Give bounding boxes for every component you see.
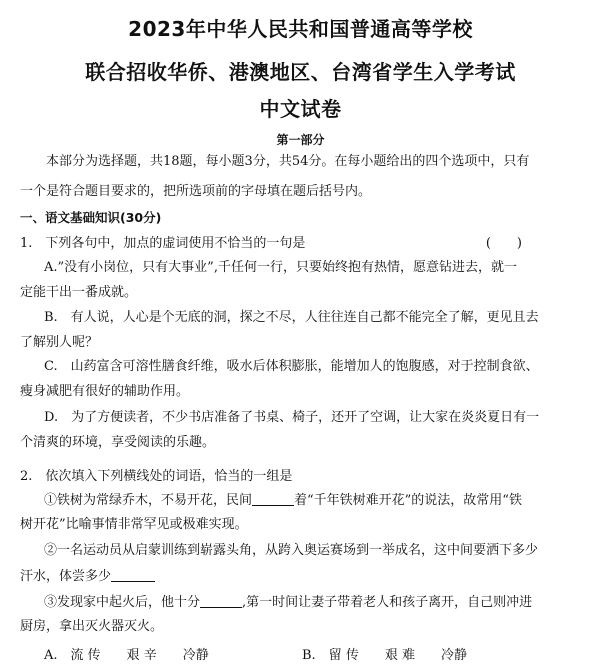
sentence-2-line-2 (20, 569, 155, 585)
fill-blank-3 (200, 595, 242, 608)
exam-title-line-2: 联合招收华侨、港澳地区、台湾省学生入学考试 (85, 60, 516, 84)
answer-option-b: B. 留 传 艰 难 冷静 (302, 648, 467, 663)
part-heading: 第一部分 (276, 133, 325, 147)
option-c-line-2: 瘦身减肥有很好的辅助作用。 (20, 384, 190, 399)
option-d-line-1: D. 为了方便读者，不少书店准备了书桌、椅子，还开了空调，让大家在炎炎夏日有一 (44, 410, 540, 425)
part-intro-line-1: 本部分为选择题，共18题，每小题3分，共54分。在每小题给出的四个选项中，只有 (46, 154, 530, 169)
exam-title-line-1: 2023年中华人民共和国普通高等学校 (128, 17, 473, 41)
fill-blank-1 (252, 493, 294, 506)
option-b-line-1: B. 有人说，人心是个无底的洞，探之不尽，人往往连自己都不能完全了解，更见且去 (44, 310, 539, 325)
option-b-line-2: 了解别人呢？ (20, 335, 99, 350)
option-a-line-1: A.”没有小岗位，只有大事业”,千任何一行，只要始终抱有热情，愿意钻进去，就一 (44, 260, 517, 275)
answer-option-a: A. 流 传 艰 辛 冷静 (44, 648, 209, 663)
sentence-3-part-a: ③发现家中起火后，他十分 (44, 595, 201, 610)
exam-title-line-3: 中文试卷 (259, 97, 342, 121)
option-c-line-1: C. 山药富含可溶性膳食纤维，吸水后体积膨胀，能增加人的饱腹感，对于控制食欲、 (44, 359, 539, 374)
sentence-1-part-a: ①铁树为常绿乔木，不易开花，民间 (44, 493, 253, 508)
question-1-stem-text: 1. 下列各句中，加点的虚词使用不恰当的一句是 (20, 236, 306, 251)
sentence-3-line-2: 厨房，拿出灭火器灭火。 (20, 619, 164, 634)
sentence-2-line-1: ②一名运动员从启蒙训练到崭露头角，从跨入奥运赛场到一举成名，这中间要洒下多少 (44, 543, 539, 558)
option-d-line-2: 个清爽的环境，享受阅读的乐趣。 (20, 435, 216, 450)
sentence-2-part-b: 汗水，体尝多少 (20, 569, 112, 584)
question-1-stem (20, 236, 580, 252)
sentence-3-part-b: ,第一时间让妻子带着老人和孩子离开，自己则冲进 (242, 595, 533, 610)
sentence-1-line-2: 树开花”比喻事情非常罕见或极难实现。 (20, 517, 248, 532)
answer-parentheses: ( ) (485, 236, 522, 251)
section-heading: 一、语文基础知识(30分) (20, 210, 162, 225)
sentence-1-part-b: 着“千年铁树难开花”的说法，故常用“铁 (294, 493, 522, 508)
fill-blank-2 (111, 569, 155, 582)
part-intro-line-2: 一个是符合题目要求的，把所选项前的字母填在题后括号内。 (20, 184, 372, 199)
question-2-stem: 2. 依次填入下列横线处的词语，恰当的一组是 (20, 469, 293, 484)
sentence-1-line-1 (44, 493, 522, 509)
sentence-3-line-1 (44, 595, 532, 611)
option-a-line-2: 定能干出一番成就。 (20, 285, 138, 300)
